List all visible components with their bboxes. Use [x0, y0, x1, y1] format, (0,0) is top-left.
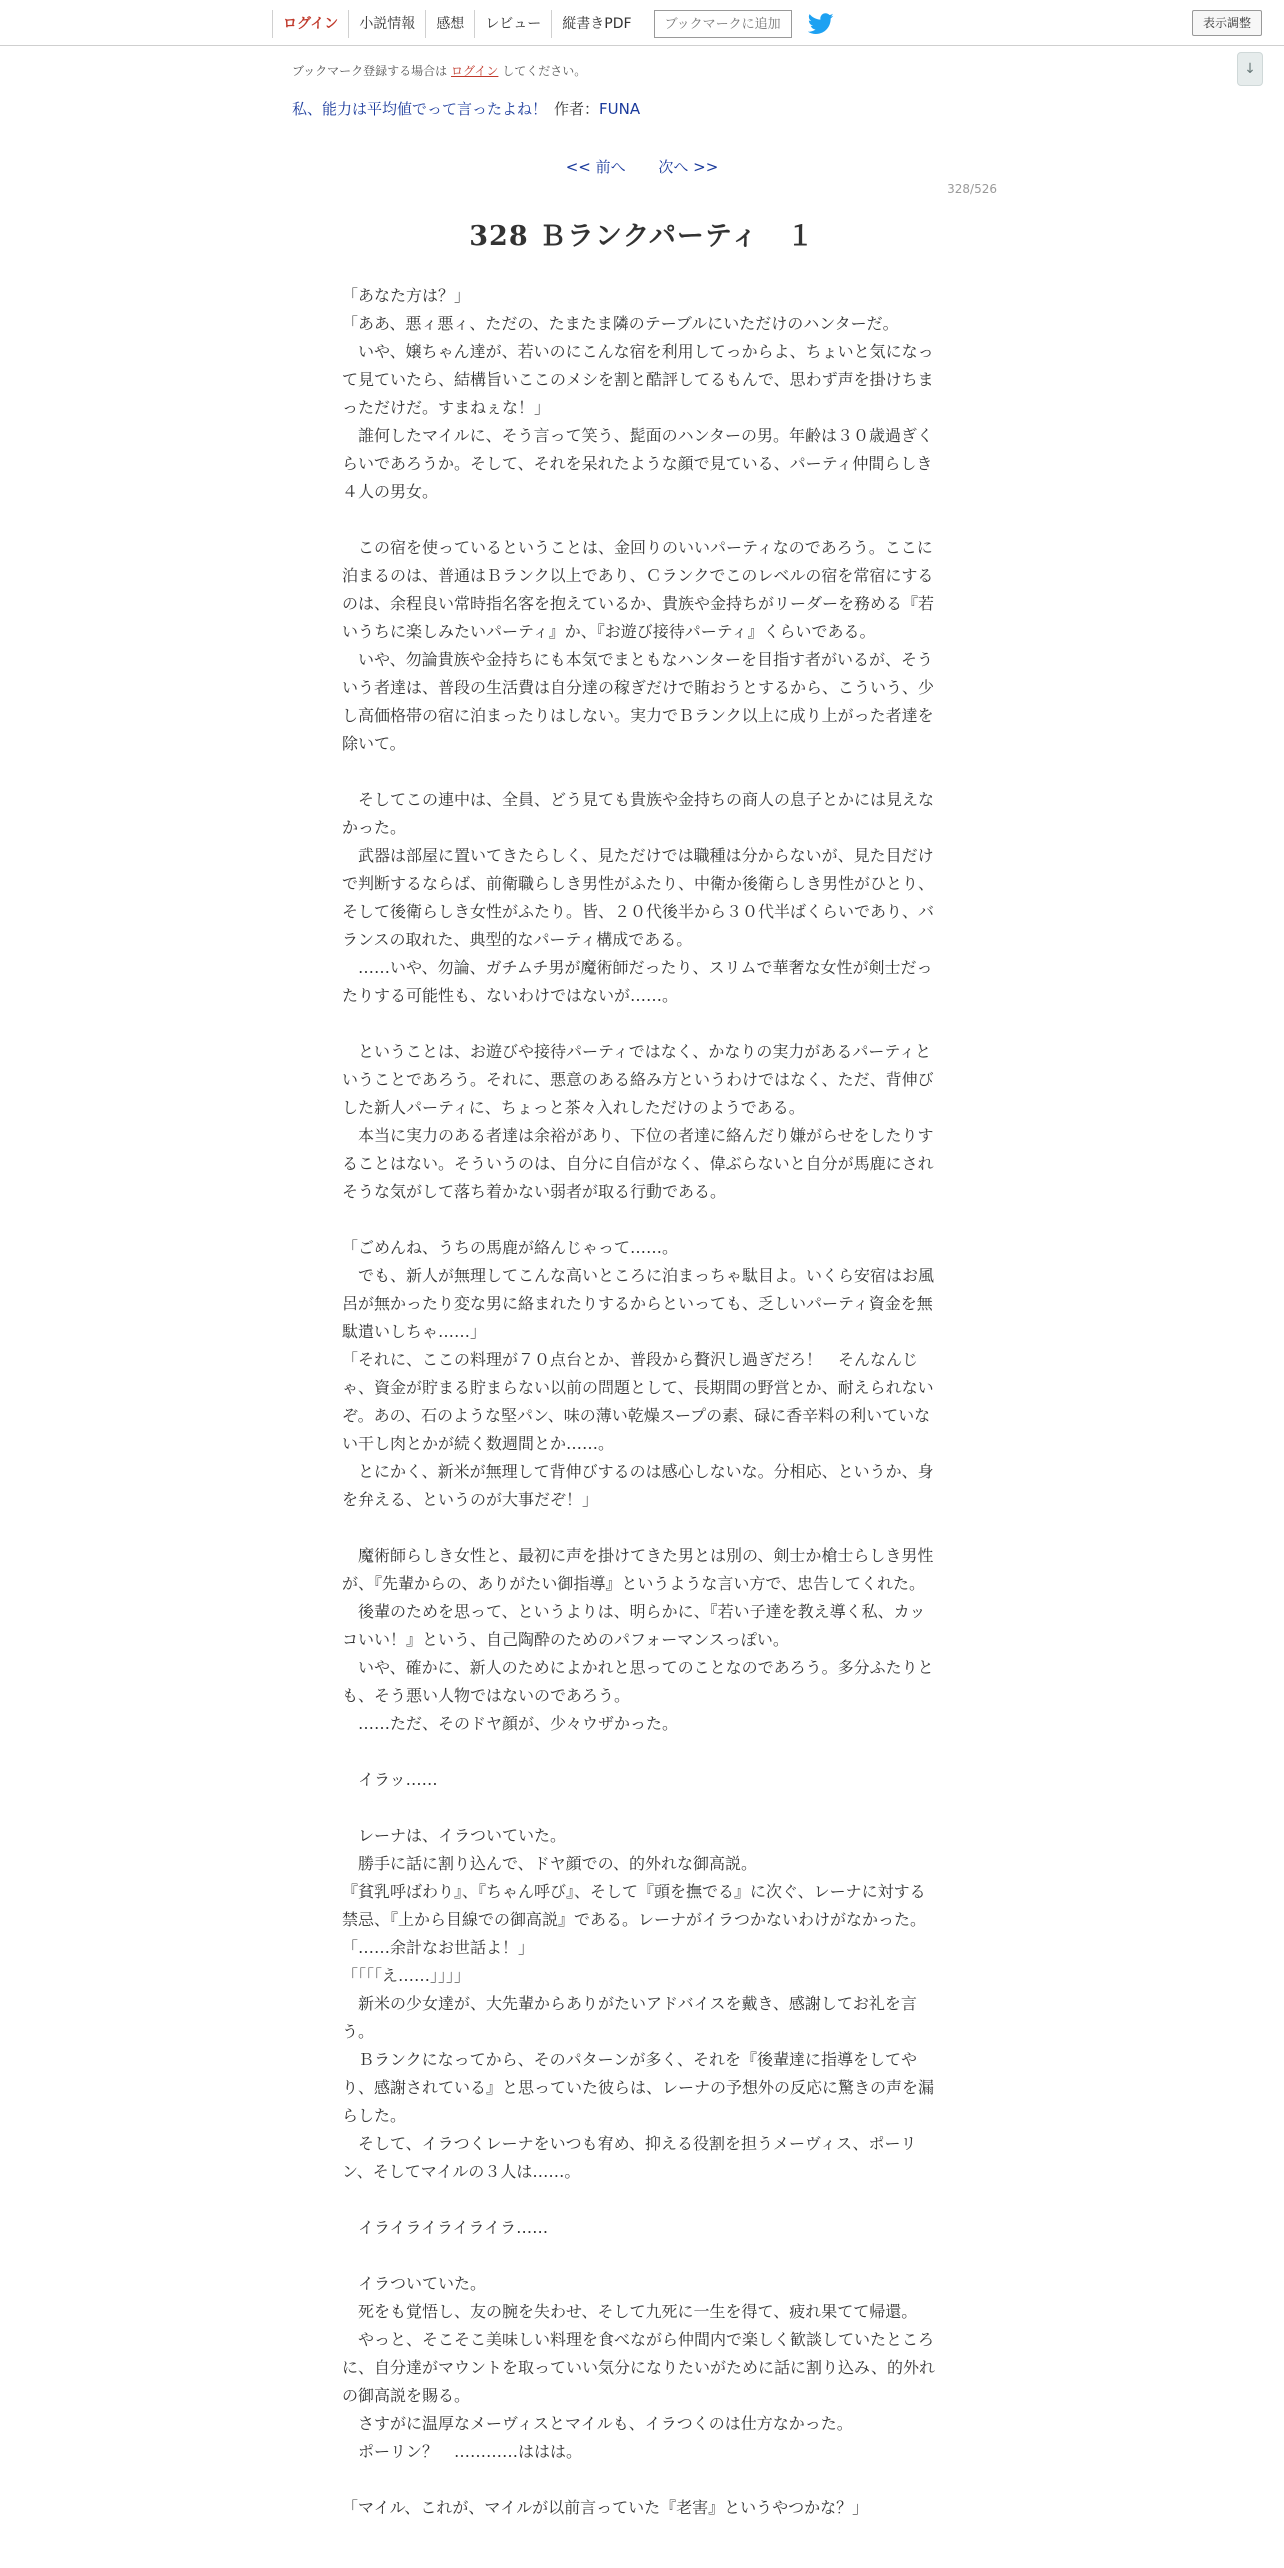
body-paragraph: やっと、そこそこ美味しい料理を食べながら仲間内で楽しく歓談していたところに、自分達がマウントを取っていい気分になりたいがために話に割り込み、的外れの御高説を賜る。 [342, 2330, 935, 2405]
body-paragraph: ポーリン？ …………ははは。 [342, 2442, 583, 2461]
body-paragraph: そしてこの連中は、全員、どう見ても貴族や金持ちの商人の息子とかには見えなかった。 [342, 790, 935, 837]
nav-novel-info[interactable]: 小説情報 [348, 10, 425, 38]
body-paragraph [342, 2242, 936, 2270]
body-paragraph: 勝手に話に割り込んで、ドヤ顔での、的外れな御高説。 [342, 1854, 758, 1873]
notice-login-link[interactable]: ログイン [451, 64, 499, 78]
bookmark-notice [292, 62, 586, 79]
nav-impressions[interactable]: 感想 [425, 10, 474, 38]
body-paragraph: 武器は部屋に置いてきたらしく、見ただけでは職種は分からないが、見た目だけで判断するならば、前衛職らしき男性がふたり、中衛か後衛らしき男性がひとり、そして後衛らしき女性がふたり。皆、２０代後半から３０代半ばくらいであり、バランスの取れた、典型的なパーティ構成である。 [342, 846, 935, 949]
body-paragraph: 後輩のためを思って、というよりは、明らかに、『若い子達を教え導く私、カッコいい！』という、自己陶酔のためのパフォーマンスっぽい。 [342, 1602, 926, 1649]
body-paragraph [342, 1738, 936, 1766]
body-paragraph [342, 1206, 936, 1234]
episode-pager [0, 156, 1284, 177]
body-paragraph [342, 2186, 936, 2214]
main-nav [272, 10, 836, 38]
body-paragraph: さすがに温厚なメーヴィスとマイルも、イラつくのは仕方なかった。 [342, 2414, 853, 2433]
body-paragraph [342, 506, 936, 534]
body-paragraph [342, 1514, 936, 1542]
body-paragraph: 誰何したマイルに、そう言って笑う、髭面のハンターの男。年齢は３０歳過ぎくらいであろうか。そして、それを呆れたような顔で見ている、パーティ仲間らしき４人の男女。 [342, 426, 934, 501]
bookmark-notice-suffix: してください。 [502, 64, 587, 78]
top-bar [0, 0, 1284, 46]
body-paragraph [342, 2466, 936, 2494]
prev-link[interactable]: << 前へ [565, 158, 626, 176]
next-link[interactable]: 次へ >> [658, 158, 719, 176]
body-paragraph: 「「「「え……」」」」 [342, 1966, 471, 1985]
episode-body [342, 282, 936, 2522]
body-paragraph: 『貧乳呼ばわり』、『ちゃん呼び』、そして『頭を撫でる』に次ぐ、レーナに対する禁忌、『上から目線での御高説』である。レーナがイラつかないわけがなかった。 [342, 1882, 927, 1929]
add-bookmark-button[interactable]: ブックマークに追加 [654, 10, 792, 38]
display-settings-button[interactable]: 表示調整 [1192, 10, 1262, 36]
body-paragraph: イライライライライラ…… [342, 2218, 549, 2237]
episode-title: 328 Ｂランクパーティ １ [469, 221, 815, 252]
body-paragraph: でも、新人が無理してこんな高いところに泊まっちゃ駄目よ。いくら安宿はお風呂が無かったり変な男に絡まれたりするからといっても、乏しいパーティ資金を無駄遣いしちゃ……」 [342, 1266, 935, 1341]
author-label: 作者： [554, 100, 600, 118]
body-paragraph: イラッ…… [342, 1770, 438, 1789]
body-paragraph [342, 1794, 936, 1822]
body-paragraph: いや、嬢ちゃん達が、若いのにこんな宿を利用してっからよ、ちょいと気になって見ていたら、結構旨いここのメシを割と酷評してるもんで、思わず声を掛けちまっただけだ。すまねぇな！」 [342, 342, 934, 417]
body-paragraph: 「ごめんね、うちの馬鹿が絡んじゃって……。 [342, 1238, 679, 1257]
body-paragraph: 「……余計なお世話よ！」 [342, 1938, 535, 1957]
nav-login[interactable]: ログイン [272, 10, 348, 38]
episode-number: 328/526 [947, 182, 997, 196]
body-paragraph: 「マイル、これが、マイルが以前言っていた『老害』というやつかな？」 [342, 2498, 869, 2517]
author-link[interactable]: FUNA [599, 100, 641, 118]
author-line [554, 98, 640, 119]
body-paragraph: 魔術師らしき女性と、最初に声を掛けてきた男とは別の、剣士か槍士らしき男性が、『先輩からの、ありがたい御指導』というような言い方で、忠告してくれた。 [342, 1546, 934, 1593]
body-paragraph: とにかく、新米が無理して背伸びするのは感心しないな。分相応、というか、身を弁える、というのが大事だぞ！」 [342, 1462, 934, 1509]
bookmark-notice-prefix: ブックマーク登録する場合は [292, 64, 448, 78]
body-paragraph: レーナは、イラついていた。 [342, 1826, 567, 1845]
body-paragraph: この宿を使っているということは、金回りのいいパーティなのであろう。ここに泊まるのは、普通はＢランク以上であり、Ｃランクでこのレベルの宿を常宿にするのは、余程良い常時指名客を抱えているか、貴族や金持ちがリーダーを務める『若いうちに楽しみたいパーティ』か、『お遊び接待パーティ』くらいである。 [342, 538, 935, 641]
body-paragraph: 「あなた方は？」 [342, 286, 471, 305]
body-paragraph [342, 758, 936, 786]
body-paragraph: 「それに、ここの料理が７０点台とか、普段から贅沢し過ぎだろ！ そんなんじゃ、資金が貯まる貯まらない以前の問題として、長期間の野営とか、耐えられないぞ。あの、石のような堅パン、味の薄い乾燥スープの素、碌に香辛料の利いていない干し肉とかが続く数週間とか……。 [342, 1350, 934, 1453]
body-paragraph: ……ただ、そのドヤ顔が、少々ウザかった。 [342, 1714, 679, 1733]
nav-vertical-pdf[interactable]: 縦書きPDF [551, 10, 641, 38]
body-paragraph: いや、確かに、新人のためによかれと思ってのことなのであろう。多分ふたりとも、そう悪い人物ではないのであろう。 [342, 1658, 934, 1705]
body-paragraph: ということは、お遊びや接待パーティではなく、かなりの実力があるパーティということであろう。それに、悪意のある絡み方というわけではなく、ただ、背伸びした新人パーティに、ちょっと茶々入れしただけのようである。 [342, 1042, 934, 1117]
body-paragraph: イラついていた。 [342, 2274, 487, 2293]
body-paragraph: Ｂランクになってから、そのパターンが多く、それを『後輩達に指導をしてやり、感謝されている』と思っていた彼らは、レーナの予想外の反応に驚きの声を漏らした。 [342, 2050, 935, 2125]
scroll-down-button[interactable]: ↓ [1237, 52, 1263, 86]
body-paragraph: 本当に実力のある者達は余裕があり、下位の者達に絡んだり嫌がらせをしたりすることはない。そういうのは、自分に自信がなく、偉ぶらないと自分が馬鹿にされそうな気がして落ち着かない弱者が取る行動である。 [342, 1126, 934, 1201]
body-paragraph: そして、イラつくレーナをいつも宥め、抑える役割を担うメーヴィス、ポーリン、そしてマイルの３人は……。 [342, 2134, 917, 2181]
twitter-icon[interactable] [808, 12, 836, 36]
body-paragraph: いや、勿論貴族や金持ちにも本気でまともなハンターを目指す者がいるが、そういう者達は、普段の生活費は自分達の稼ぎだけで賄おうとするから、こういう、少し高価格帯の宿に泊まったりはしない。実力でＢランク以上に成り上がった者達を除いて。 [342, 650, 935, 753]
body-paragraph [342, 1010, 936, 1038]
body-paragraph: 新米の少女達が、大先輩からありがたいアドバイスを戴き、感謝してお礼を言う。 [342, 1994, 917, 2041]
novel-title-link[interactable]: 私、能力は平均値でって言ったよね！ [292, 100, 548, 118]
nav-review[interactable]: レビュー [474, 10, 551, 38]
body-paragraph: ……いや、勿論、ガチムチ男が魔術師だったり、スリムで華奢な女性が剣士だったりする可能性も、ないわけではないが……。 [342, 958, 933, 1005]
body-paragraph: 「ああ、悪ィ悪ィ、ただの、たまたま隣のテーブルにいただけのハンターだ。 [342, 314, 899, 333]
body-paragraph: 死をも覚悟し、友の腕を失わせ、そして九死に一生を得て、疲れ果てて帰還。 [342, 2302, 918, 2321]
